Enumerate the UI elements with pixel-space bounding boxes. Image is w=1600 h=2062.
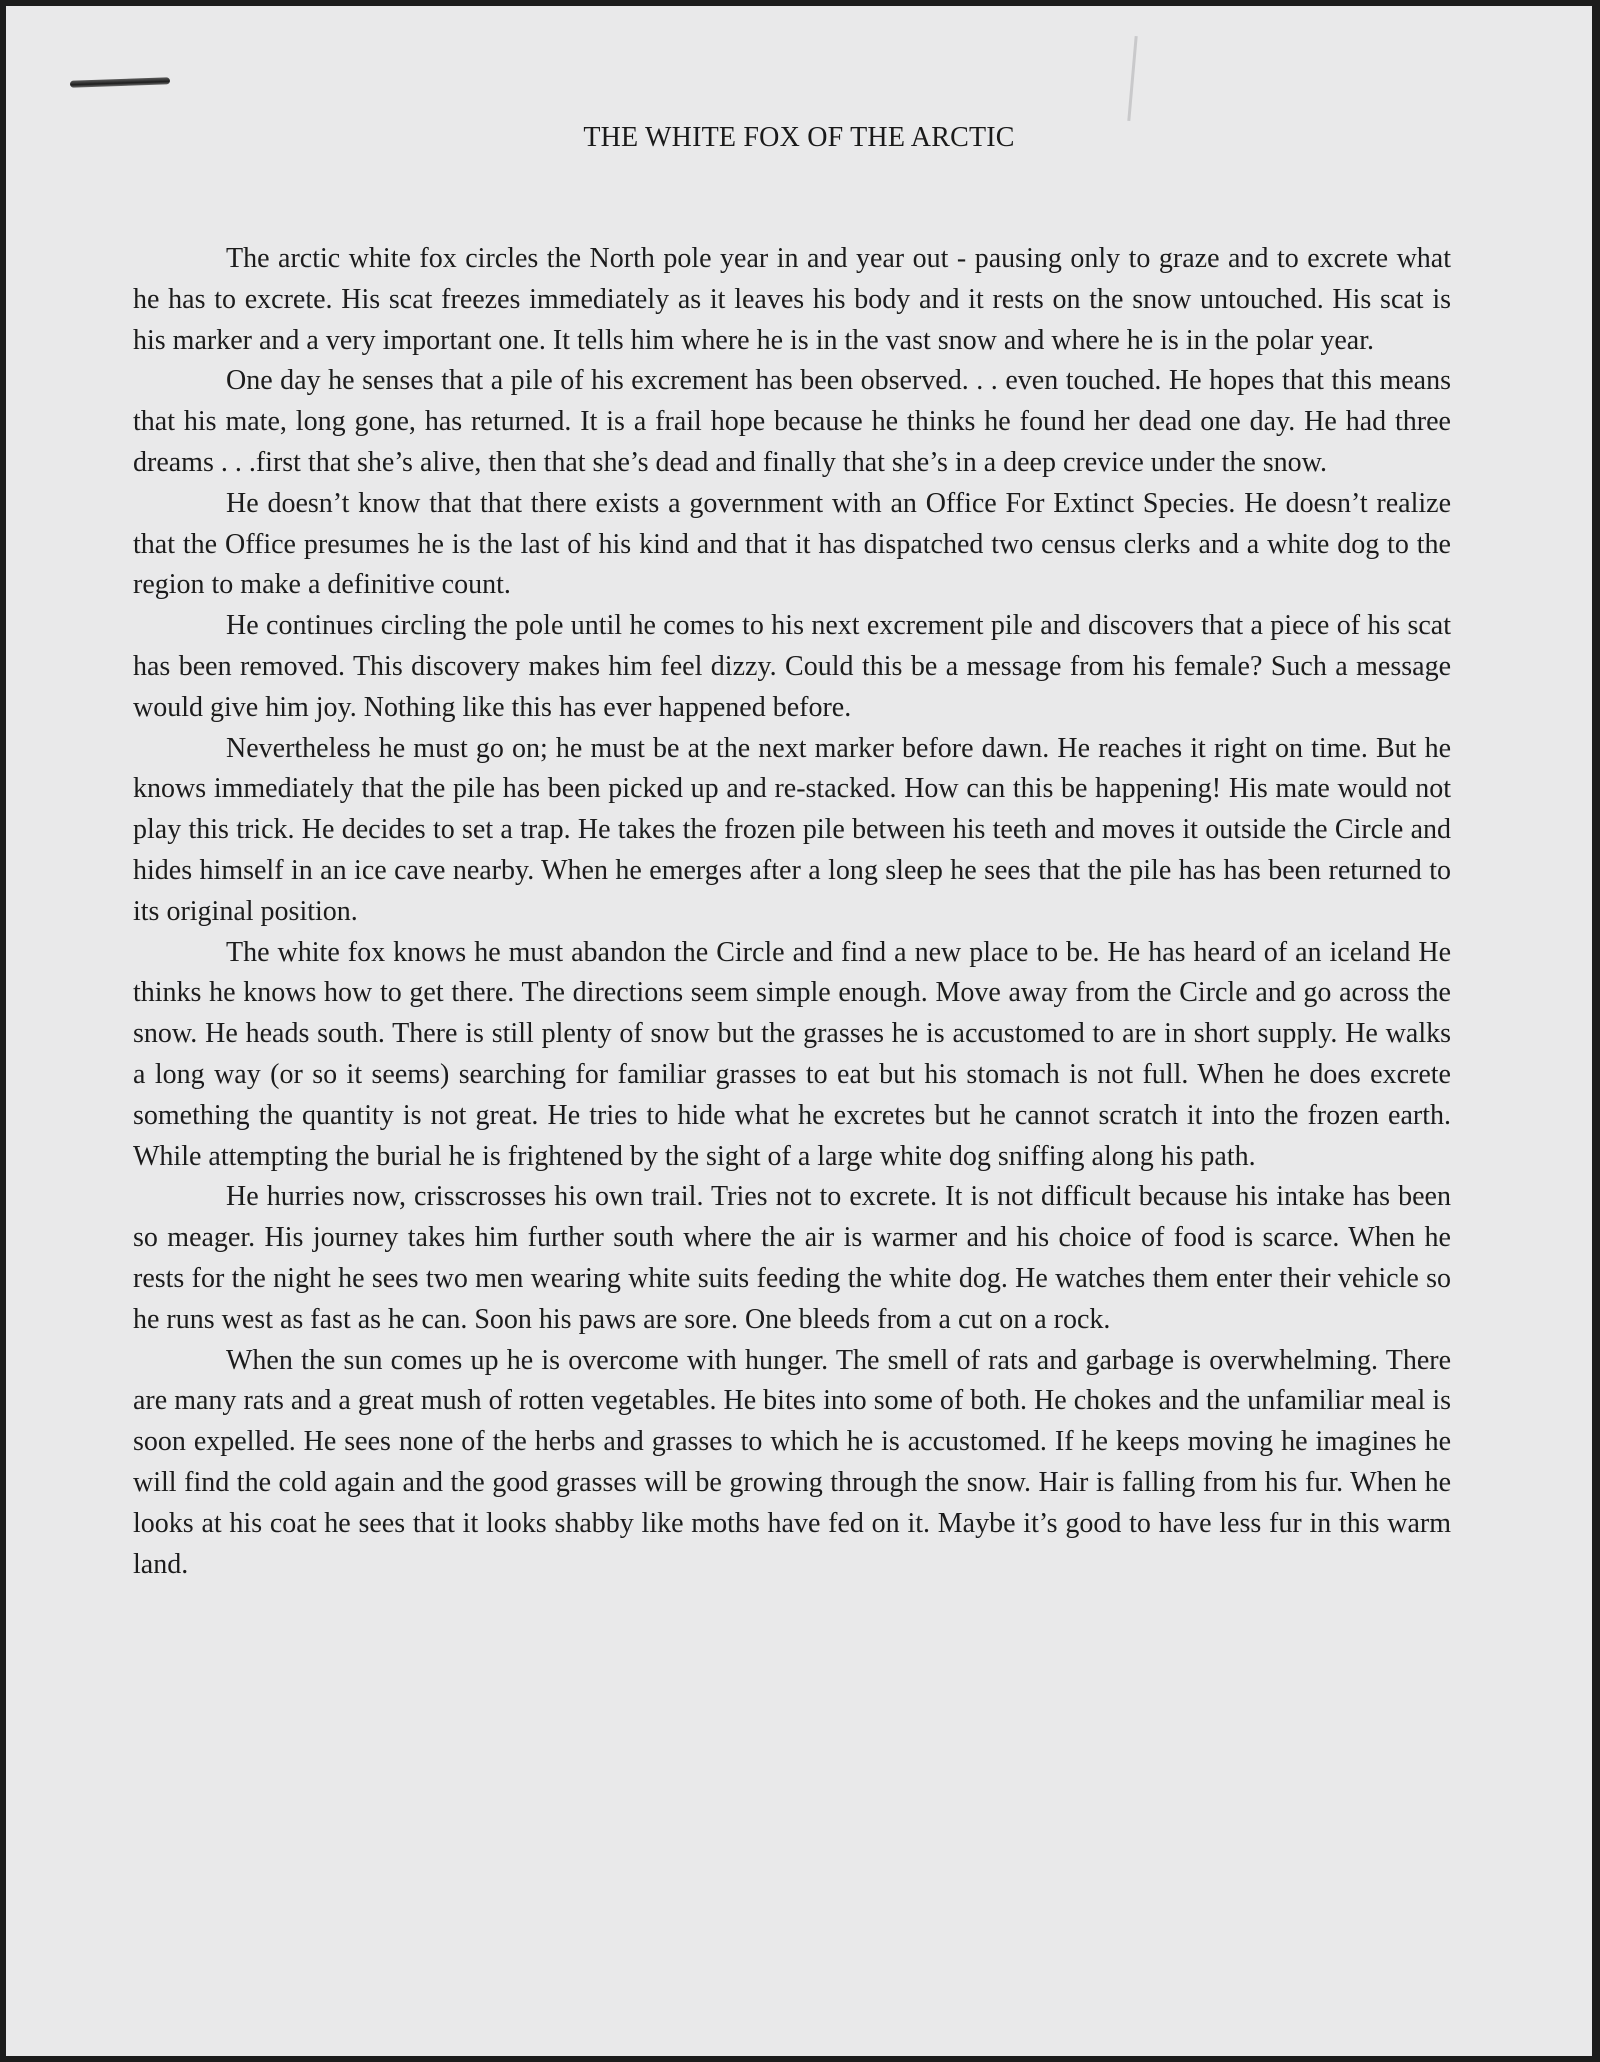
paragraph: He doesn’t know that that there exists a government with an Office For Extinct Species. He doesn’t realize that the Office presumes he is the last of his kind and that it has dispatched two census clerks and a white dog to the region to make a definitive count. [133,487,1451,601]
paper-crease [1127,36,1137,121]
paragraph: He hurries now, crisscrosses his own trail. Tries not to excrete. It is not difficult because his intake has been so meager. His journey takes him further south where the air is warmer and his choice of food is scarce. When he rests for the night he sees two men wearing white suits feeding the white dog. He watches them enter their vehicle so he runs west as fast as he can. Soon his paws are sore. One bleeds from a cut on a rock. [133,1181,1451,1335]
paragraph: Nevertheless he must go on; he must be at the next marker before dawn. He reaches it right on time. But he knows immediately that the pile has been picked up and re-stacked. How can this be happening! His mate would not play this trick. He decides to set a trap. He takes the frozen pile between his teeth and moves it outside the Circle and hides himself in an ice cave nearby. When he emerges after a long sleep he sees that the pile has has been returned to its original position. [133,732,1451,927]
paragraph: The arctic white fox circles the North pole year in and year out - pausing only to graze and to excrete what he has to excrete. His scat freezes immediately as it leaves his body and it rests on the snow untouched. His scat is his marker and a very important one. It tells him where he is in the vast snow and where he is in the polar year. [133,243,1451,356]
staple [70,77,170,87]
document-body [133,239,1451,1585]
paragraph: One day he senses that a pile of his excrement has been observed. . . even touched. He hopes that this means that his mate, long gone, has returned. It is a frail hope because he thinks he found her dead one day. He had three dreams . . .first that she’s alive, then that she’s dead and finally that she’s in a deep crevice under the snow. [133,365,1451,478]
paragraph: He continues circling the pole until he comes to his next excrement pile and discovers that a piece of his scat has been removed. This discovery makes him feel dizzy. Could this be a message from his female? Such a message would give him joy. Nothing like this has ever happened before. [133,610,1451,723]
paragraph: When the sun comes up he is overcome with hunger. The smell of rats and garbage is overwhelming. There are many rats and a great mush of rotten vegetables. He bites into some of both. He chokes and the unfamiliar meal is soon expelled. He sees none of the herbs and grasses to which he is accustomed. If he keeps moving he imagines he will find the cold again and the good grasses will be growing through the snow. Hair is falling from his fur. When he looks at his coat he sees that it looks shabby like moths have fed on it. Maybe it’s good to have less fur in this warm land. [133,1344,1451,1580]
document-page [6,6,1592,2056]
document-title: THE WHITE FOX OF THE ARCTIC [583,122,1015,153]
paragraph: The white fox knows he must abandon the Circle and find a new place to be. He has heard of an iceland He thinks he knows how to get there. The directions seem simple enough. Move away from the Circle and go across the snow. He heads south. There is still plenty of snow but the grasses he is accustomed to are in short supply. He walks a long way (or so it seems) searching for familiar grasses to eat but his stomach is not full. When he does excrete something the quantity is not great. He tries to hide what he excretes but he cannot scratch it into the frozen earth. While attempting the burial he is frightened by the sight of a large white dog sniffing along his path. [133,936,1451,1172]
